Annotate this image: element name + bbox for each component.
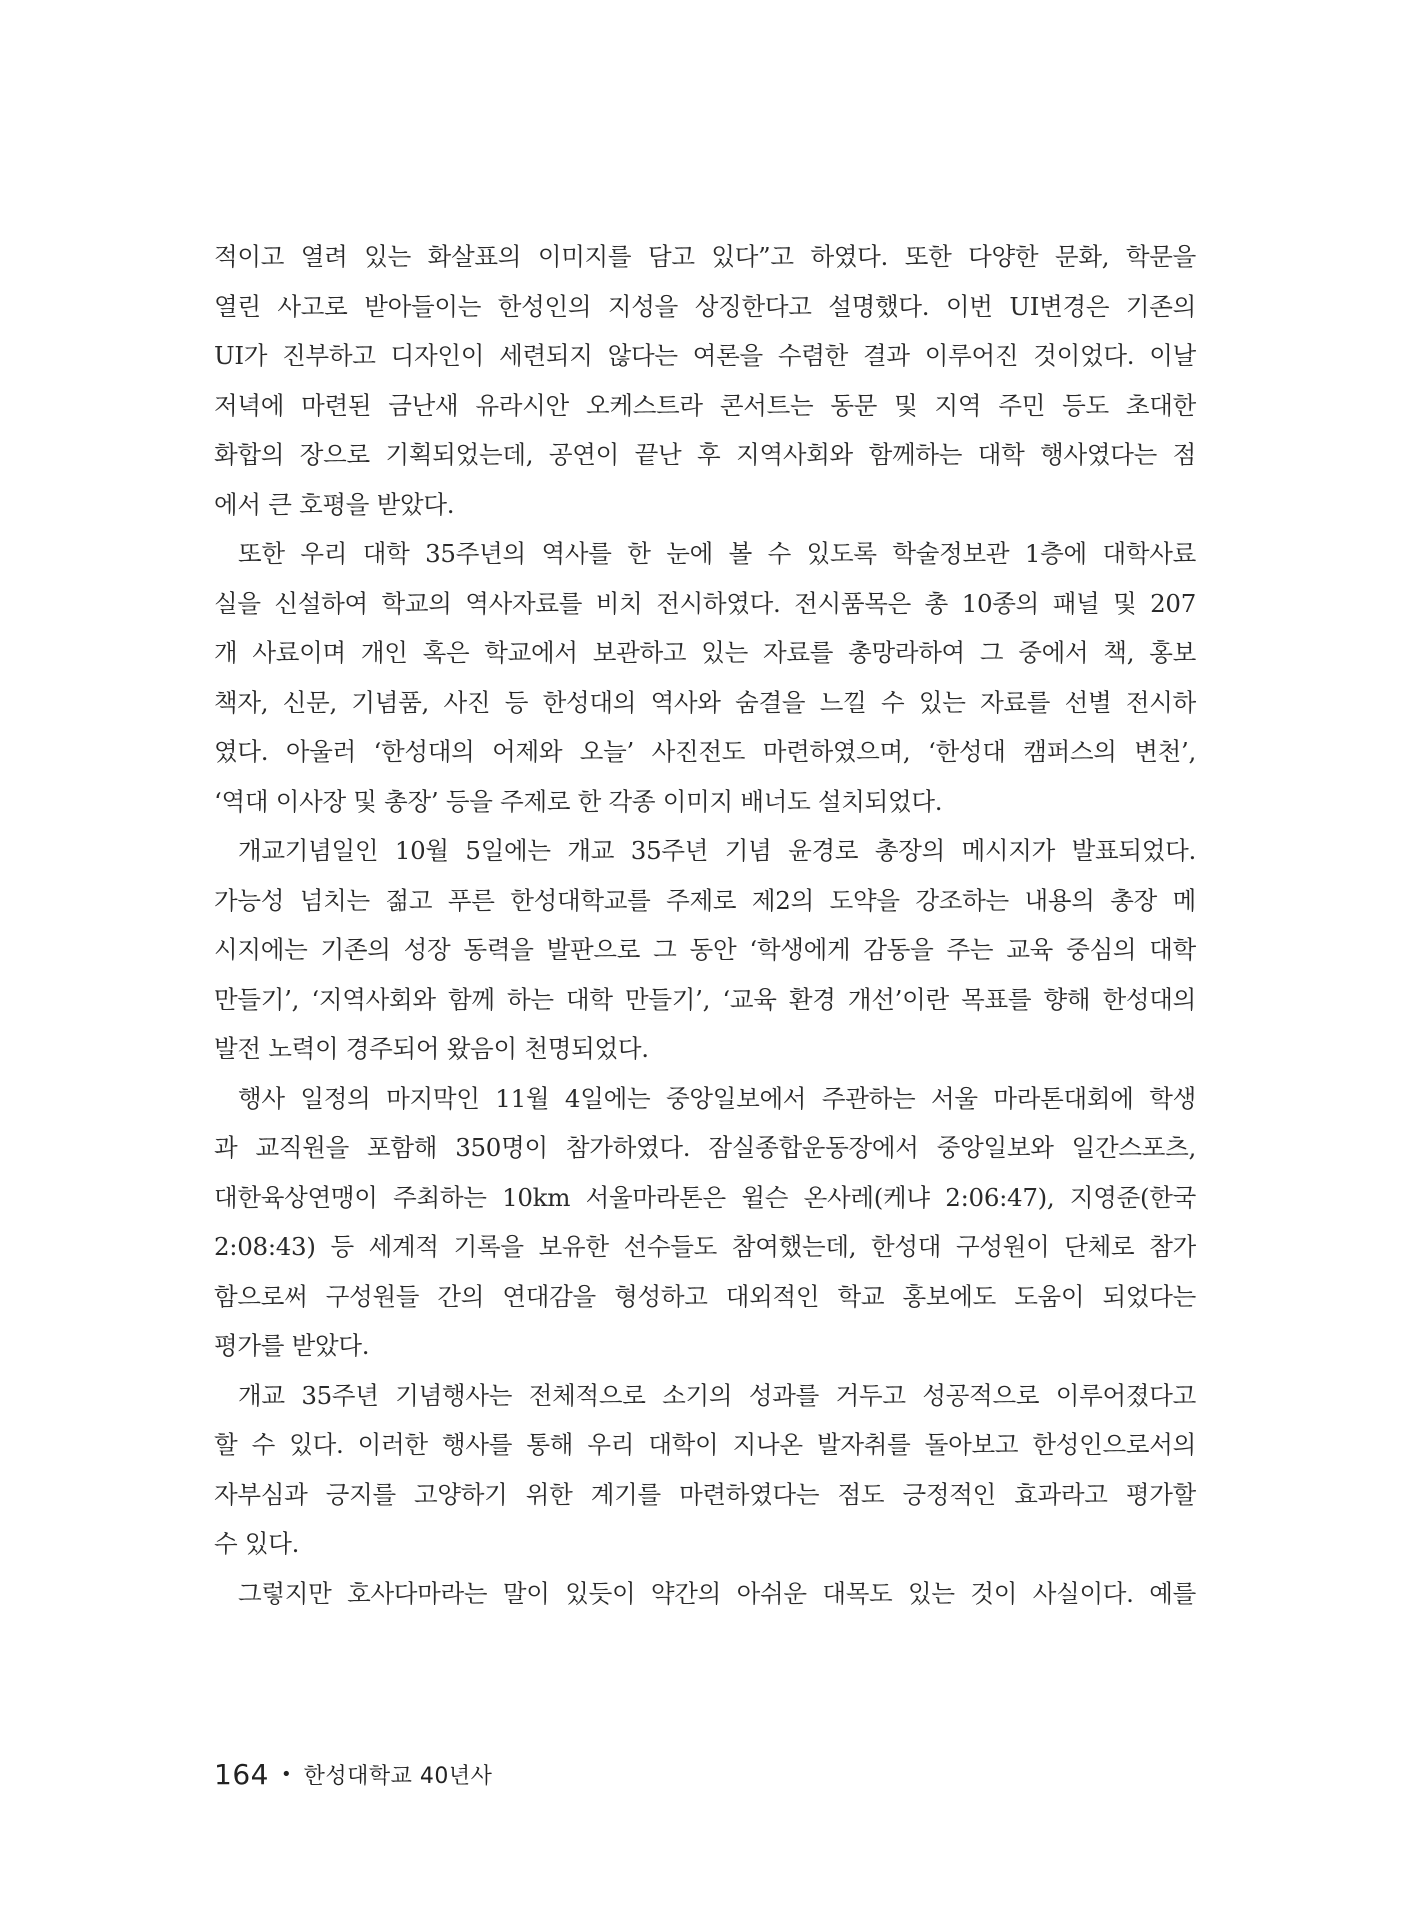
- paragraph: [214, 232, 1196, 529]
- text-line: 개 사료이며 개인 혹은 학교에서 보관하고 있는 자료를 총망라하여 그 중에서 책, 홍보: [214, 638, 1196, 667]
- text-line: 였다. 아울러 ‘한성대의 어제와 오늘’ 사진전도 마련하였으며, ‘한성대 캠퍼스의 변천’,: [214, 737, 1196, 766]
- paragraph: [214, 529, 1196, 826]
- text-line: 화합의 장으로 기획되었는데, 공연이 끝난 후 지역사회와 함께하는 대학 행사였다는 점: [214, 440, 1196, 469]
- paragraph: [214, 1371, 1196, 1569]
- text-line: 2:08:43) 등 세계적 기록을 보유한 선수들도 참여했는데, 한성대 구성원이 단체로 참가: [214, 1232, 1196, 1261]
- text-line: 행사 일정의 마지막인 11월 4일에는 중앙일보에서 주관하는 서울 마라톤대회에 학생: [238, 1083, 1196, 1113]
- text-line: 적이고 열려 있는 화살표의 이미지를 담고 있다”고 하였다. 또한 다양한 문화, 학문을: [214, 242, 1196, 271]
- text-line: 시지에는 기존의 성장 동력을 발판으로 그 동안 ‘학생에게 감동을 주는 교육 중심의 대학: [214, 935, 1196, 964]
- text-line: ‘역대 이사장 및 총장’ 등을 주제로 한 각종 이미지 배너도 설치되었다.: [214, 786, 943, 816]
- text-line: 평가를 받았다.: [214, 1331, 370, 1360]
- paragraph: [214, 1569, 1196, 1619]
- text-line: 과 교직원을 포함해 350명이 참가하였다. 잠실종합운동장에서 중앙일보와 일간스포츠,: [214, 1133, 1196, 1162]
- text-line: 수 있다.: [214, 1529, 300, 1558]
- text-line: 가능성 넘치는 젊고 푸른 한성대학교를 주제로 제2의 도약을 강조하는 내용의 총장 메: [214, 885, 1196, 915]
- footer-bullet: •: [280, 1764, 292, 1785]
- text-line: UI가 진부하고 디자인이 세련되지 않다는 여론을 수렴한 결과 이루어진 것이었다. 이날: [214, 341, 1196, 370]
- text-line: 에서 큰 호평을 받았다.: [214, 489, 455, 519]
- text-line: 할 수 있다. 이러한 행사를 통해 우리 대학이 지나온 발자취를 돌아보고 한성인으로서의: [214, 1430, 1196, 1459]
- book-title: 한성대학교 40년사: [303, 1764, 493, 1789]
- text-line: 실을 신설하여 학교의 역사자료를 비치 전시하였다. 전시품목은 총 10종의 패널 및 207: [214, 588, 1196, 618]
- page-number: 164: [214, 1758, 269, 1791]
- paragraph: [214, 1074, 1196, 1371]
- text-line: 저녁에 마련된 금난새 유라시안 오케스트라 콘서트는 동문 및 지역 주민 등도 초대한: [214, 390, 1196, 420]
- text-line: 개교기념일인 10월 5일에는 개교 35주년 기념 윤경로 총장의 메시지가 발표되었다.: [238, 836, 1196, 865]
- text-line: 책자, 신문, 기념품, 사진 등 한성대의 역사와 숨결을 느낄 수 있는 자료를 선별 전시하: [214, 687, 1196, 717]
- text-line: 발전 노력이 경주되어 왔음이 천명되었다.: [214, 1034, 649, 1063]
- text-line: 열린 사고로 받아들이는 한성인의 지성을 상징한다고 설명했다. 이번 UI변경은 기존의: [214, 291, 1196, 321]
- text-line: 만들기’, ‘지역사회와 함께 하는 대학 만들기’, ‘교육 환경 개선’이란 목표를 향해 한성대의: [214, 984, 1196, 1014]
- text-line: 또한 우리 대학 35주년의 역사를 한 눈에 볼 수 있도록 학술정보관 1층에 대학사료: [238, 539, 1196, 568]
- text-line: 함으로써 구성원들 간의 연대감을 형성하고 대외적인 학교 홍보에도 도움이 되었다는: [214, 1281, 1196, 1311]
- text-line: 그렇지만 호사다마라는 말이 있듯이 약간의 아쉬운 대목도 있는 것이 사실이다. 예를: [238, 1578, 1196, 1608]
- page-footer: [214, 1758, 492, 1791]
- body-text: [214, 232, 1196, 1618]
- text-line: 개교 35주년 기념행사는 전체적으로 소기의 성과를 거두고 성공적으로 이루어졌다고: [238, 1380, 1196, 1410]
- paragraph: [214, 826, 1196, 1074]
- text-line: 대한육상연맹이 주최하는 10km 서울마라톤은 윌슨 온사레(케냐 2:06:47), 지영준(한국: [214, 1182, 1196, 1212]
- text-line: 자부심과 긍지를 고양하기 위한 계기를 마련하였다는 점도 긍정적인 효과라고 평가할: [214, 1479, 1196, 1509]
